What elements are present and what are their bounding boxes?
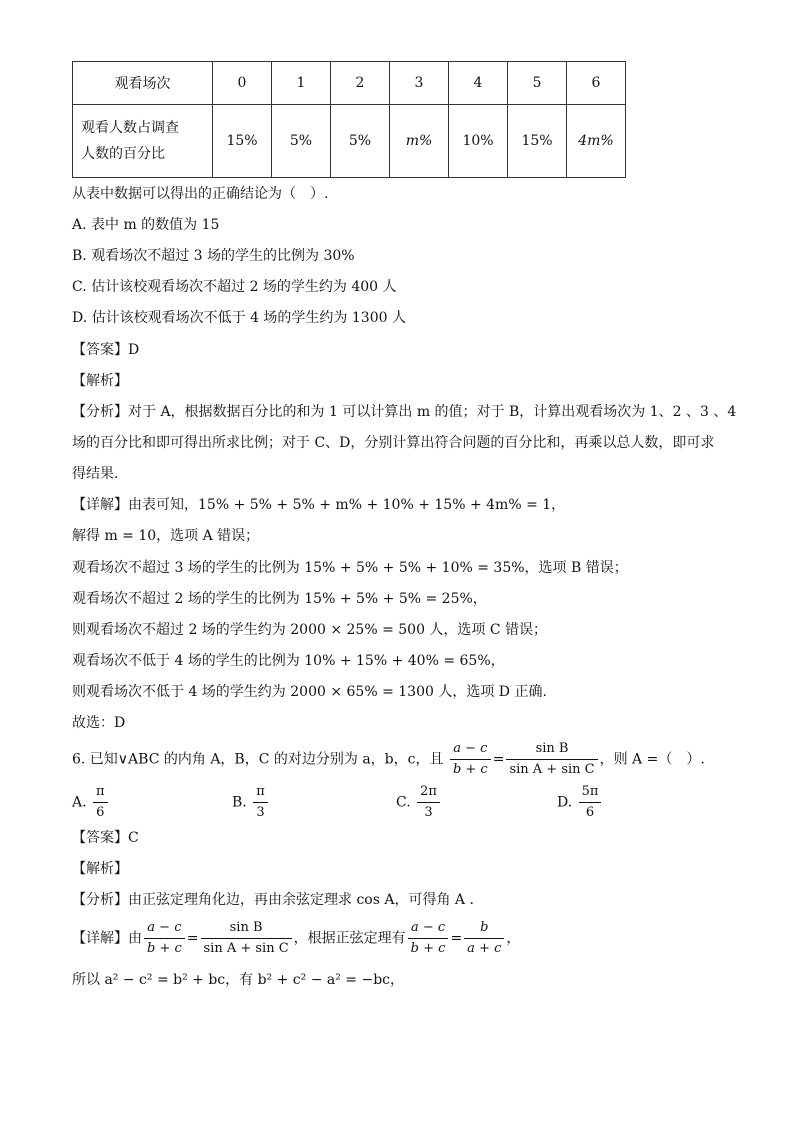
q6-answer: 【答案】C xyxy=(72,830,139,846)
q6-option-c xyxy=(396,782,442,823)
table-col-5: 5 xyxy=(508,62,567,105)
fraction-numerator: a − c xyxy=(144,918,185,939)
option-label: A. xyxy=(72,794,87,811)
data-table xyxy=(72,61,626,178)
table-cell: m% xyxy=(390,105,449,178)
fraction-denominator: 3 xyxy=(424,805,433,820)
q6-xiangjie-prefix: 【详解】由 xyxy=(72,930,142,947)
fraction-denominator: b + c xyxy=(147,941,182,956)
q5-xiangjie-line1: 【详解】由表可知，15% + 5% + 5% + m% + 10% + 15% + 4m% = 1， xyxy=(72,497,566,513)
table-col-4: 4 xyxy=(449,62,508,105)
table-cell: 4m% xyxy=(567,105,626,178)
option-fraction xyxy=(417,782,440,823)
equals-sign: = xyxy=(186,930,199,947)
q5-option-c: C. 估计该校观看场次不超过 2 场的学生约为 400 人 xyxy=(72,279,397,295)
fraction-numerator: sin B xyxy=(201,918,292,939)
q5-xiangjie-line4: 观看场次不超过 2 场的学生的比例为 15% + 5% + 5% = 25%， xyxy=(72,591,487,607)
fraction-denominator: sin A + sin C xyxy=(203,941,289,956)
q6-xiangjie-end: ， xyxy=(506,930,521,947)
q6-xiangjie-fraction-3 xyxy=(408,918,449,959)
q6-stem xyxy=(72,739,705,780)
q6-option-d xyxy=(557,782,603,823)
q6-xiangjie-mid: ，根据正弦定理有 xyxy=(293,930,406,947)
table-cell: 5% xyxy=(272,105,331,178)
q5-option-a: A. 表中 m 的数值为 15 xyxy=(72,217,220,233)
fraction-numerator: b xyxy=(464,918,504,939)
q6-last-line: 所以 a² − c² = b² + bc，有 b² + c² − a² = −bc， xyxy=(72,972,404,988)
q5-stem: 从表中数据可以得出的正确结论为（ ）. xyxy=(72,186,329,202)
table-col-6: 6 xyxy=(567,62,626,105)
q6-stem-prefix: 6. 已知∨ABC 的内角 A，B，C 的对边分别为 a，b，c，且 xyxy=(72,751,444,768)
q6-fenxi: 【分析】由正弦定理角化边，再由余弦定理求 cos A，可得角 A . xyxy=(72,892,474,908)
table-cell: 10% xyxy=(449,105,508,178)
q5-xiangjie-line6: 观看场次不低于 4 场的学生的比例为 10% + 15% + 40% = 65%， xyxy=(72,653,505,669)
table-header-row xyxy=(73,62,626,105)
q6-jiexi-heading: 【解析】 xyxy=(72,861,128,877)
fraction-numerator: a − c xyxy=(450,739,491,760)
table-value-row xyxy=(73,105,626,178)
fraction-denominator: b + c xyxy=(452,762,488,777)
q5-xiangjie-line2: 解得 m = 10，选项 A 错误； xyxy=(72,528,260,544)
q6-option-b xyxy=(232,782,270,823)
q5-jiexi-heading: 【解析】 xyxy=(72,373,128,389)
table-col-2: 2 xyxy=(331,62,390,105)
q5-xiangjie-line3: 观看场次不超过 3 场的学生的比例为 15% + 5% + 5% + 10% = 35%，选项 B 错误； xyxy=(72,560,628,576)
table-col-1: 1 xyxy=(272,62,331,105)
q5-answer: 【答案】D xyxy=(72,342,140,358)
table-row-label xyxy=(73,105,213,178)
fraction-denominator: 3 xyxy=(256,805,265,820)
fraction-numerator: 2π xyxy=(417,782,440,803)
fraction-denominator: 6 xyxy=(585,805,595,820)
q5-fenxi-line2: 场的百分比和即可得出所求比例；对于 C、D，分别计算出符合问题的百分比和，再乘以总人数，即可求 xyxy=(72,435,715,451)
table-col-0: 0 xyxy=(213,62,272,105)
q5-option-b: B. 观看场次不超过 3 场的学生的比例为 30% xyxy=(72,248,355,264)
fraction-denominator: a + c xyxy=(467,941,502,956)
option-label: B. xyxy=(232,794,247,811)
fraction-denominator: sin A + sin C xyxy=(509,762,595,777)
fraction-denominator: b + c xyxy=(410,941,446,956)
option-fraction xyxy=(253,782,268,823)
q5-conclusion: 故选：D xyxy=(72,715,126,731)
fraction-numerator: 5π xyxy=(579,782,602,803)
q6-xiangjie-fraction-4 xyxy=(464,918,504,959)
row-label-line2: 人数的百分比 xyxy=(81,146,165,162)
fraction-denominator: 6 xyxy=(96,805,105,820)
q6-stem-fraction-1 xyxy=(450,739,491,780)
option-fraction xyxy=(579,782,602,823)
equals-sign: = xyxy=(492,751,505,768)
q6-xiangjie xyxy=(72,918,520,959)
option-fraction xyxy=(93,782,108,823)
q5-xiangjie-line7: 则观看场次不低于 4 场的学生约为 2000 × 65% = 1300 人，选项 D 正确. xyxy=(72,684,547,700)
q5-fenxi-line1: 【分析】对于 A，根据数据百分比的和为 1 可以计算出 m 的值；对于 B，计算出观看场次为 1、2 、3 、4 xyxy=(72,404,737,420)
table-cell: 15% xyxy=(213,105,272,178)
equals-sign: = xyxy=(450,930,463,947)
option-label: C. xyxy=(396,794,411,811)
q5-option-d: D. 估计该校观看场次不低于 4 场的学生约为 1300 人 xyxy=(72,310,406,326)
q5-xiangjie-line5: 则观看场次不超过 2 场的学生约为 2000 × 25% = 500 人，选项 C 错误； xyxy=(72,622,548,638)
fraction-numerator: a − c xyxy=(408,918,449,939)
table-col-3: 3 xyxy=(390,62,449,105)
row-label-line1: 观看人数占调查 xyxy=(81,120,179,136)
q6-option-a xyxy=(72,782,110,823)
q5-fenxi-line3: 得结果. xyxy=(72,466,119,482)
q6-stem-suffix: ，则 A =（ ）. xyxy=(599,751,705,768)
q6-xiangjie-fraction-2 xyxy=(201,918,292,959)
table-header-label: 观看场次 xyxy=(73,62,213,105)
q6-stem-fraction-2 xyxy=(506,739,597,780)
q6-xiangjie-fraction-1 xyxy=(144,918,185,959)
fraction-numerator: sin B xyxy=(506,739,597,760)
option-label: D. xyxy=(557,794,573,811)
table-cell: 15% xyxy=(508,105,567,178)
fraction-numerator: π xyxy=(93,782,108,803)
fraction-numerator: π xyxy=(253,782,268,803)
table-cell: 5% xyxy=(331,105,390,178)
